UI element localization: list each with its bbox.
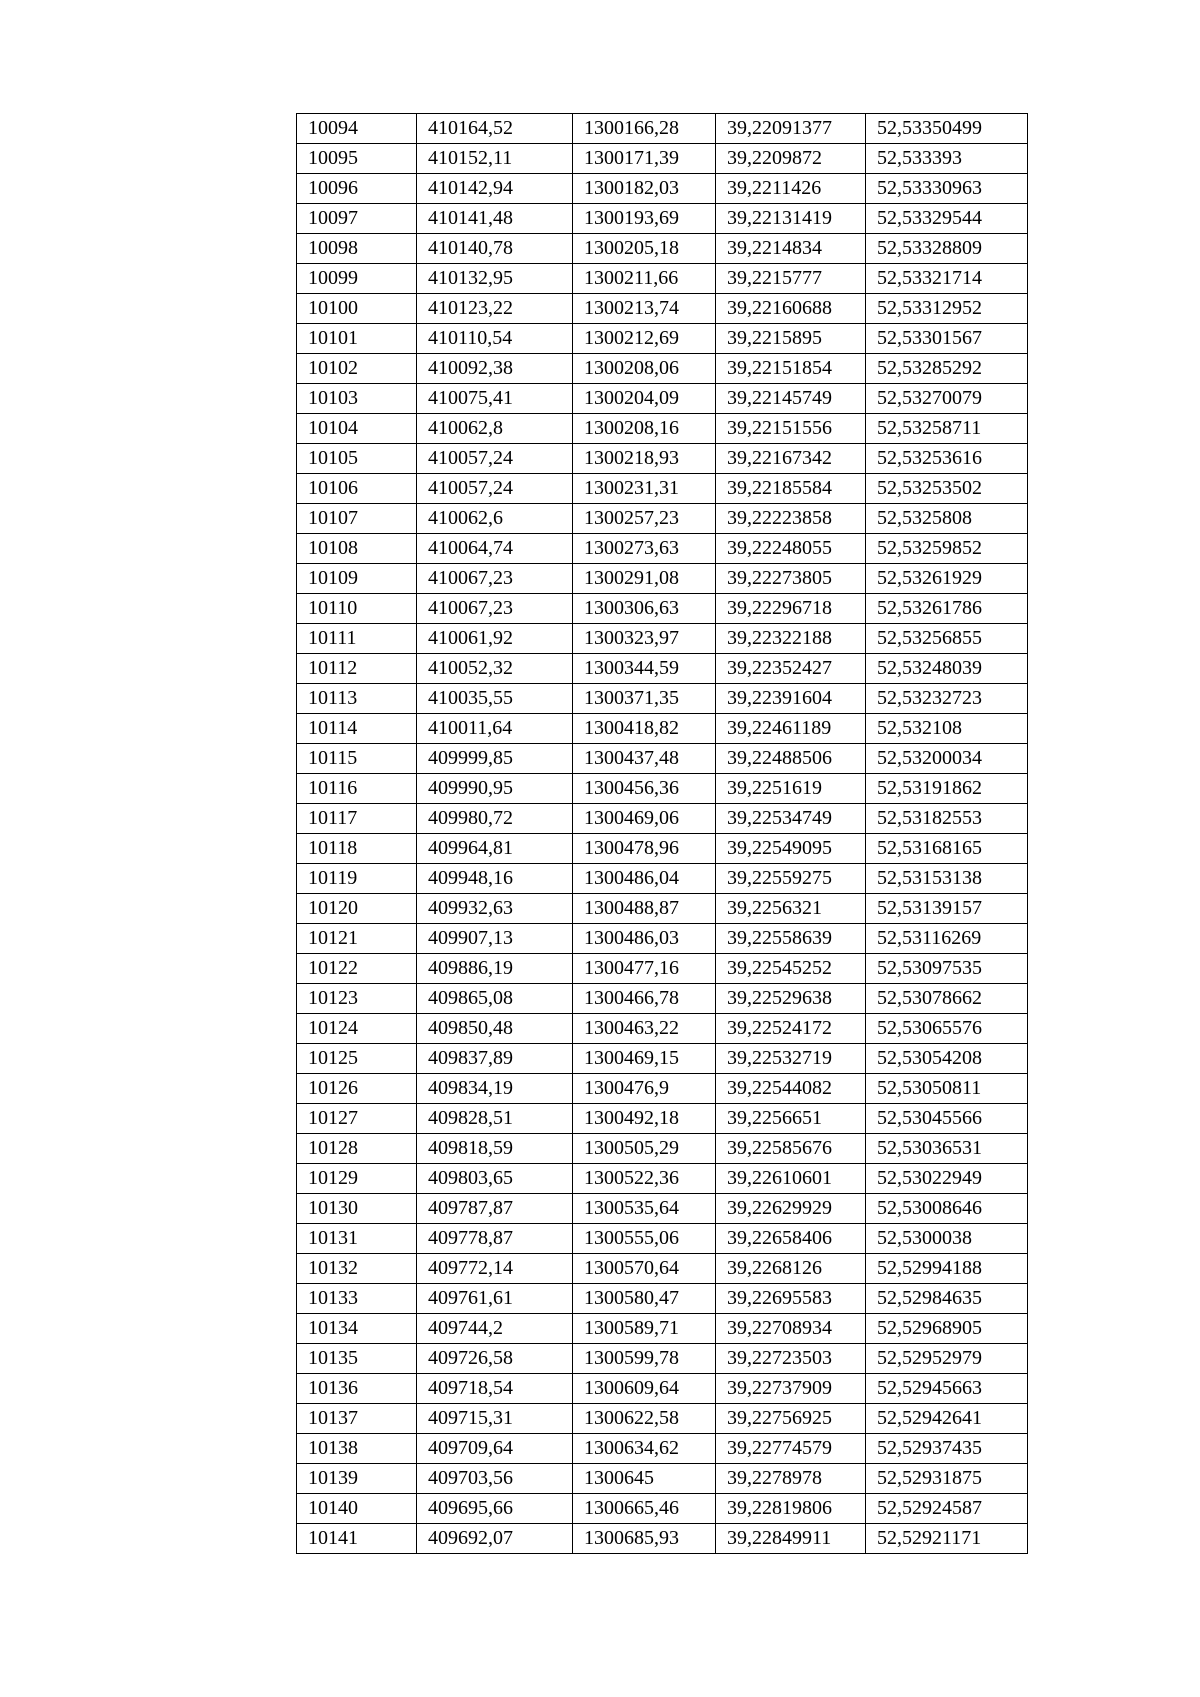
x-coordinate-cell: 410067,23 [417,594,573,624]
longitude-cell: 39,22723503 [716,1344,866,1374]
x-coordinate-cell: 409907,13 [417,924,573,954]
x-coordinate-cell: 409692,07 [417,1524,573,1554]
latitude-cell: 52,53045566 [866,1104,1028,1134]
x-coordinate-cell: 410142,94 [417,174,573,204]
table-row [297,174,1028,204]
latitude-cell: 52,53008646 [866,1194,1028,1224]
latitude-cell: 52,52937435 [866,1434,1028,1464]
longitude-cell: 39,22185584 [716,474,866,504]
table-row [297,834,1028,864]
x-coordinate-cell: 410062,8 [417,414,573,444]
longitude-cell: 39,2215895 [716,324,866,354]
point-id-cell: 10118 [297,834,417,864]
latitude-cell: 52,53253616 [866,444,1028,474]
point-id-cell: 10136 [297,1374,417,1404]
point-id-cell: 10133 [297,1284,417,1314]
latitude-cell: 52,53168165 [866,834,1028,864]
table-row [297,1014,1028,1044]
x-coordinate-cell: 410052,32 [417,654,573,684]
point-id-cell: 10102 [297,354,417,384]
y-coordinate-cell: 1300505,29 [573,1134,716,1164]
point-id-cell: 10113 [297,684,417,714]
point-id-cell: 10096 [297,174,417,204]
table-row [297,1524,1028,1554]
x-coordinate-cell: 409990,95 [417,774,573,804]
x-coordinate-cell: 410075,41 [417,384,573,414]
point-id-cell: 10101 [297,324,417,354]
longitude-cell: 39,22248055 [716,534,866,564]
longitude-cell: 39,22223858 [716,504,866,534]
point-id-cell: 10125 [297,1044,417,1074]
point-id-cell: 10121 [297,924,417,954]
longitude-cell: 39,22532719 [716,1044,866,1074]
latitude-cell: 52,52942641 [866,1404,1028,1434]
point-id-cell: 10115 [297,744,417,774]
x-coordinate-cell: 410011,64 [417,714,573,744]
y-coordinate-cell: 1300665,46 [573,1494,716,1524]
table-row [297,1104,1028,1134]
table-row [297,894,1028,924]
x-coordinate-cell: 409718,54 [417,1374,573,1404]
x-coordinate-cell: 409803,65 [417,1164,573,1194]
table-row [297,1164,1028,1194]
x-coordinate-cell: 409837,89 [417,1044,573,1074]
latitude-cell: 52,52945663 [866,1374,1028,1404]
latitude-cell: 52,532108 [866,714,1028,744]
longitude-cell: 39,22391604 [716,684,866,714]
latitude-cell: 52,53321714 [866,264,1028,294]
y-coordinate-cell: 1300218,93 [573,444,716,474]
latitude-cell: 52,53256855 [866,624,1028,654]
point-id-cell: 10114 [297,714,417,744]
y-coordinate-cell: 1300205,18 [573,234,716,264]
point-id-cell: 10135 [297,1344,417,1374]
x-coordinate-cell: 410132,95 [417,264,573,294]
longitude-cell: 39,22091377 [716,114,866,144]
table-row [297,444,1028,474]
table-row [297,294,1028,324]
table-row [297,624,1028,654]
y-coordinate-cell: 1300323,97 [573,624,716,654]
latitude-cell: 52,53258711 [866,414,1028,444]
table-row [297,1134,1028,1164]
y-coordinate-cell: 1300171,39 [573,144,716,174]
latitude-cell: 52,53153138 [866,864,1028,894]
table-row [297,564,1028,594]
point-id-cell: 10097 [297,204,417,234]
latitude-cell: 52,53050811 [866,1074,1028,1104]
y-coordinate-cell: 1300344,59 [573,654,716,684]
y-coordinate-cell: 1300306,63 [573,594,716,624]
table-row [297,264,1028,294]
point-id-cell: 10105 [297,444,417,474]
y-coordinate-cell: 1300492,18 [573,1104,716,1134]
table-row [297,1254,1028,1284]
x-coordinate-cell: 409695,66 [417,1494,573,1524]
longitude-cell: 39,2211426 [716,174,866,204]
x-coordinate-cell: 409886,19 [417,954,573,984]
longitude-cell: 39,22737909 [716,1374,866,1404]
table-row [297,1074,1028,1104]
y-coordinate-cell: 1300466,78 [573,984,716,1014]
y-coordinate-cell: 1300273,63 [573,534,716,564]
y-coordinate-cell: 1300213,74 [573,294,716,324]
longitude-cell: 39,22559275 [716,864,866,894]
y-coordinate-cell: 1300212,69 [573,324,716,354]
point-id-cell: 10140 [297,1494,417,1524]
longitude-cell: 39,2268126 [716,1254,866,1284]
table-row [297,414,1028,444]
longitude-cell: 39,2251619 [716,774,866,804]
x-coordinate-cell: 410140,78 [417,234,573,264]
longitude-cell: 39,22529638 [716,984,866,1014]
x-coordinate-cell: 410057,24 [417,474,573,504]
point-id-cell: 10094 [297,114,417,144]
latitude-cell: 52,53261929 [866,564,1028,594]
point-id-cell: 10098 [297,234,417,264]
y-coordinate-cell: 1300599,78 [573,1344,716,1374]
y-coordinate-cell: 1300456,36 [573,774,716,804]
table-row [297,804,1028,834]
latitude-cell: 52,53097535 [866,954,1028,984]
longitude-cell: 39,22558639 [716,924,866,954]
latitude-cell: 52,53232723 [866,684,1028,714]
latitude-cell: 52,52994188 [866,1254,1028,1284]
table-row [297,204,1028,234]
coordinates-table [296,113,1028,1554]
longitude-cell: 39,22167342 [716,444,866,474]
x-coordinate-cell: 410035,55 [417,684,573,714]
table-row [297,114,1028,144]
point-id-cell: 10111 [297,624,417,654]
longitude-cell: 39,2278978 [716,1464,866,1494]
latitude-cell: 52,53312952 [866,294,1028,324]
latitude-cell: 52,52931875 [866,1464,1028,1494]
y-coordinate-cell: 1300208,06 [573,354,716,384]
x-coordinate-cell: 409834,19 [417,1074,573,1104]
point-id-cell: 10099 [297,264,417,294]
longitude-cell: 39,2215777 [716,264,866,294]
latitude-cell: 52,52921171 [866,1524,1028,1554]
table-row [297,744,1028,774]
x-coordinate-cell: 410164,52 [417,114,573,144]
longitude-cell: 39,22322188 [716,624,866,654]
y-coordinate-cell: 1300478,96 [573,834,716,864]
point-id-cell: 10120 [297,894,417,924]
longitude-cell: 39,22524172 [716,1014,866,1044]
table-row [297,594,1028,624]
y-coordinate-cell: 1300486,03 [573,924,716,954]
x-coordinate-cell: 409744,2 [417,1314,573,1344]
point-id-cell: 10109 [297,564,417,594]
longitude-cell: 39,22585676 [716,1134,866,1164]
table-row [297,354,1028,384]
y-coordinate-cell: 1300685,93 [573,1524,716,1554]
longitude-cell: 39,22296718 [716,594,866,624]
table-row [297,714,1028,744]
x-coordinate-cell: 409980,72 [417,804,573,834]
point-id-cell: 10100 [297,294,417,324]
longitude-cell: 39,22545252 [716,954,866,984]
x-coordinate-cell: 409726,58 [417,1344,573,1374]
table-row [297,504,1028,534]
latitude-cell: 52,53350499 [866,114,1028,144]
latitude-cell: 52,53330963 [866,174,1028,204]
longitude-cell: 39,22819806 [716,1494,866,1524]
latitude-cell: 52,53301567 [866,324,1028,354]
y-coordinate-cell: 1300463,22 [573,1014,716,1044]
point-id-cell: 10128 [297,1134,417,1164]
latitude-cell: 52,5325808 [866,504,1028,534]
y-coordinate-cell: 1300486,04 [573,864,716,894]
y-coordinate-cell: 1300257,23 [573,504,716,534]
point-id-cell: 10126 [297,1074,417,1104]
latitude-cell: 52,53191862 [866,774,1028,804]
y-coordinate-cell: 1300291,08 [573,564,716,594]
x-coordinate-cell: 409818,59 [417,1134,573,1164]
longitude-cell: 39,22695583 [716,1284,866,1314]
longitude-cell: 39,22629929 [716,1194,866,1224]
x-coordinate-cell: 410092,38 [417,354,573,384]
y-coordinate-cell: 1300371,35 [573,684,716,714]
table-row [297,654,1028,684]
y-coordinate-cell: 1300488,87 [573,894,716,924]
point-id-cell: 10108 [297,534,417,564]
x-coordinate-cell: 410152,11 [417,144,573,174]
longitude-cell: 39,2214834 [716,234,866,264]
y-coordinate-cell: 1300418,82 [573,714,716,744]
x-coordinate-cell: 410067,23 [417,564,573,594]
x-coordinate-cell: 409828,51 [417,1104,573,1134]
point-id-cell: 10110 [297,594,417,624]
longitude-cell: 39,22488506 [716,744,866,774]
point-id-cell: 10139 [297,1464,417,1494]
x-coordinate-cell: 410110,54 [417,324,573,354]
y-coordinate-cell: 1300166,28 [573,114,716,144]
table-row [297,774,1028,804]
table-row [297,144,1028,174]
latitude-cell: 52,53139157 [866,894,1028,924]
x-coordinate-cell: 409761,61 [417,1284,573,1314]
longitude-cell: 39,22461189 [716,714,866,744]
y-coordinate-cell: 1300469,06 [573,804,716,834]
latitude-cell: 52,52968905 [866,1314,1028,1344]
table-row [297,1464,1028,1494]
y-coordinate-cell: 1300555,06 [573,1224,716,1254]
latitude-cell: 52,53036531 [866,1134,1028,1164]
latitude-cell: 52,53285292 [866,354,1028,384]
latitude-cell: 52,53182553 [866,804,1028,834]
latitude-cell: 52,53116269 [866,924,1028,954]
point-id-cell: 10130 [297,1194,417,1224]
y-coordinate-cell: 1300580,47 [573,1284,716,1314]
y-coordinate-cell: 1300570,64 [573,1254,716,1284]
latitude-cell: 52,53248039 [866,654,1028,684]
latitude-cell: 52,53065576 [866,1014,1028,1044]
longitude-cell: 39,22849911 [716,1524,866,1554]
table-row [297,1374,1028,1404]
point-id-cell: 10122 [297,954,417,984]
y-coordinate-cell: 1300622,58 [573,1404,716,1434]
longitude-cell: 39,22708934 [716,1314,866,1344]
table-row [297,234,1028,264]
table-row [297,954,1028,984]
point-id-cell: 10127 [297,1104,417,1134]
y-coordinate-cell: 1300208,16 [573,414,716,444]
latitude-cell: 52,53259852 [866,534,1028,564]
x-coordinate-cell: 410123,22 [417,294,573,324]
table-row [297,1224,1028,1254]
longitude-cell: 39,22151556 [716,414,866,444]
latitude-cell: 52,53253502 [866,474,1028,504]
point-id-cell: 10137 [297,1404,417,1434]
table-row [297,534,1028,564]
latitude-cell: 52,52952979 [866,1344,1028,1374]
y-coordinate-cell: 1300204,09 [573,384,716,414]
y-coordinate-cell: 1300535,64 [573,1194,716,1224]
table-row [297,1194,1028,1224]
x-coordinate-cell: 409865,08 [417,984,573,1014]
table-row [297,684,1028,714]
y-coordinate-cell: 1300589,71 [573,1314,716,1344]
point-id-cell: 10131 [297,1224,417,1254]
longitude-cell: 39,22610601 [716,1164,866,1194]
latitude-cell: 52,53261786 [866,594,1028,624]
longitude-cell: 39,22658406 [716,1224,866,1254]
point-id-cell: 10129 [297,1164,417,1194]
y-coordinate-cell: 1300476,9 [573,1074,716,1104]
y-coordinate-cell: 1300211,66 [573,264,716,294]
x-coordinate-cell: 409709,64 [417,1434,573,1464]
x-coordinate-cell: 409772,14 [417,1254,573,1284]
latitude-cell: 52,53200034 [866,744,1028,774]
longitude-cell: 39,22352427 [716,654,866,684]
longitude-cell: 39,22131419 [716,204,866,234]
longitude-cell: 39,22544082 [716,1074,866,1104]
table-row [297,474,1028,504]
point-id-cell: 10124 [297,1014,417,1044]
table-row [297,1494,1028,1524]
x-coordinate-cell: 409850,48 [417,1014,573,1044]
point-id-cell: 10134 [297,1314,417,1344]
latitude-cell: 52,53270079 [866,384,1028,414]
longitude-cell: 39,22756925 [716,1404,866,1434]
y-coordinate-cell: 1300477,16 [573,954,716,984]
longitude-cell: 39,22534749 [716,804,866,834]
point-id-cell: 10141 [297,1524,417,1554]
latitude-cell: 52,53078662 [866,984,1028,1014]
point-id-cell: 10117 [297,804,417,834]
x-coordinate-cell: 409999,85 [417,744,573,774]
table-row [297,1434,1028,1464]
longitude-cell: 39,2209872 [716,144,866,174]
point-id-cell: 10095 [297,144,417,174]
y-coordinate-cell: 1300231,31 [573,474,716,504]
x-coordinate-cell: 409715,31 [417,1404,573,1434]
coordinates-table-body [297,114,1028,1554]
latitude-cell: 52,52984635 [866,1284,1028,1314]
table-row [297,324,1028,354]
table-row [297,1404,1028,1434]
y-coordinate-cell: 1300437,48 [573,744,716,774]
latitude-cell: 52,53054208 [866,1044,1028,1074]
longitude-cell: 39,22160688 [716,294,866,324]
y-coordinate-cell: 1300193,69 [573,204,716,234]
y-coordinate-cell: 1300645 [573,1464,716,1494]
point-id-cell: 10112 [297,654,417,684]
x-coordinate-cell: 410057,24 [417,444,573,474]
y-coordinate-cell: 1300182,03 [573,174,716,204]
point-id-cell: 10119 [297,864,417,894]
table-row [297,1344,1028,1374]
latitude-cell: 52,53329544 [866,204,1028,234]
x-coordinate-cell: 410141,48 [417,204,573,234]
point-id-cell: 10106 [297,474,417,504]
latitude-cell: 52,52924587 [866,1494,1028,1524]
longitude-cell: 39,22151854 [716,354,866,384]
table-row [297,924,1028,954]
x-coordinate-cell: 409932,63 [417,894,573,924]
longitude-cell: 39,22549095 [716,834,866,864]
point-id-cell: 10103 [297,384,417,414]
x-coordinate-cell: 410061,92 [417,624,573,654]
latitude-cell: 52,5300038 [866,1224,1028,1254]
longitude-cell: 39,22774579 [716,1434,866,1464]
longitude-cell: 39,2256321 [716,894,866,924]
table-row [297,864,1028,894]
table-row [297,1284,1028,1314]
table-row [297,1314,1028,1344]
point-id-cell: 10132 [297,1254,417,1284]
y-coordinate-cell: 1300469,15 [573,1044,716,1074]
latitude-cell: 52,53022949 [866,1164,1028,1194]
point-id-cell: 10104 [297,414,417,444]
y-coordinate-cell: 1300634,62 [573,1434,716,1464]
x-coordinate-cell: 410064,74 [417,534,573,564]
latitude-cell: 52,53328809 [866,234,1028,264]
table-row [297,1044,1028,1074]
table-row [297,384,1028,414]
x-coordinate-cell: 409948,16 [417,864,573,894]
x-coordinate-cell: 409778,87 [417,1224,573,1254]
table-row [297,984,1028,1014]
point-id-cell: 10116 [297,774,417,804]
longitude-cell: 39,2256651 [716,1104,866,1134]
point-id-cell: 10107 [297,504,417,534]
x-coordinate-cell: 409703,56 [417,1464,573,1494]
point-id-cell: 10123 [297,984,417,1014]
longitude-cell: 39,22273805 [716,564,866,594]
x-coordinate-cell: 409964,81 [417,834,573,864]
x-coordinate-cell: 409787,87 [417,1194,573,1224]
point-id-cell: 10138 [297,1434,417,1464]
y-coordinate-cell: 1300522,36 [573,1164,716,1194]
x-coordinate-cell: 410062,6 [417,504,573,534]
y-coordinate-cell: 1300609,64 [573,1374,716,1404]
longitude-cell: 39,22145749 [716,384,866,414]
latitude-cell: 52,533393 [866,144,1028,174]
